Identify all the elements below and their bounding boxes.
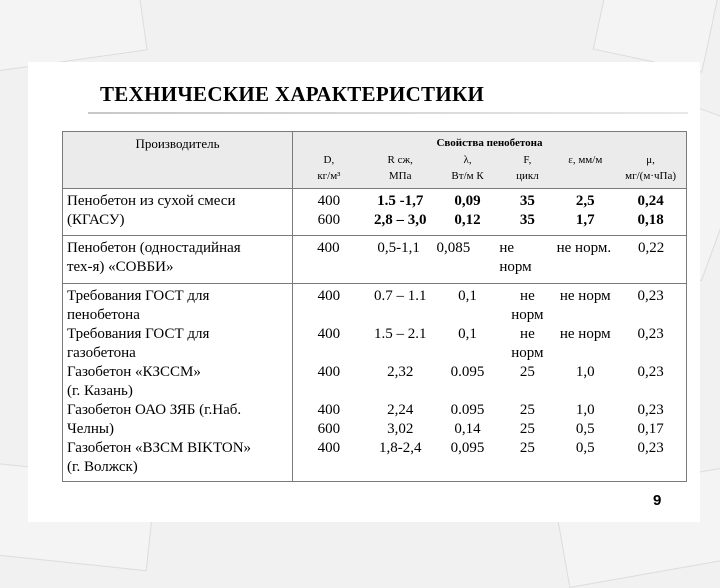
producer-header: Производитель <box>63 132 293 189</box>
cell-conductivity: 0,085 <box>436 240 471 256</box>
col-frost-header: F, цикл <box>516 154 539 182</box>
cell-shrinkage: 2,5 1,7 <box>575 193 595 228</box>
specs-table <box>62 131 687 482</box>
cell-vapor: 0,22 <box>638 240 665 256</box>
cell-frost: 35 35 <box>519 193 535 228</box>
cell-conductivity: 0,09 0,12 <box>454 193 481 228</box>
cell-vapor: 0,23 0,23 0,23 0,23 0,17 0,23 <box>637 288 664 456</box>
cell-density: 400 600 <box>317 193 341 228</box>
cell-density: 400 <box>317 240 340 256</box>
col-strength-header: R сж, МПа <box>387 154 413 182</box>
col-vapor-header: μ, мг/(м·чПа) <box>625 154 676 182</box>
row-producer: Пенобетон (одностадийная тех-я) «СОВБИ» <box>63 236 293 284</box>
row-values <box>293 236 687 284</box>
row-producer: Требования ГОСТ для пенобетона Требования ГОСТ для газобетона Газобетон «КЗССМ» (г. Казань) Газобетон ОАО ЗЯБ (г.Наб. Челны) Газобетон «ВЗСМ BIKTON» (г. Волжск) <box>63 284 293 482</box>
cell-shrinkage: не норм. <box>556 240 612 256</box>
property-column-headers <box>293 150 686 184</box>
cell-shrinkage: не норм не норм 1,0 1,0 0,5 0,5 <box>559 288 611 456</box>
col-conductivity-header: λ, Вт/м К <box>451 154 484 182</box>
table-header-row <box>63 132 687 189</box>
cell-frost: не норм <box>499 240 532 275</box>
properties-header <box>293 132 687 189</box>
page-number: 9 <box>653 492 662 509</box>
table-row <box>63 236 687 284</box>
cell-frost: не норм не норм 25 25 25 25 <box>511 288 544 456</box>
cell-strength: 0,5-1,1 <box>377 240 420 256</box>
cell-density: 400 400 400 400 600 400 <box>317 288 341 456</box>
col-shrinkage-header: ε, мм/м <box>568 154 603 166</box>
row-producer: Пенобетон из сухой смеси (КГАСУ) <box>63 189 293 236</box>
table-row <box>63 284 687 482</box>
page-title: ТЕХНИЧЕСКИЕ ХАРАКТЕРИСТИКИ <box>100 82 485 106</box>
table-row <box>63 189 687 236</box>
cell-strength: 0.7 – 1.1 1.5 – 2.1 2,32 2,24 3,02 1,8-2,4 <box>373 288 427 456</box>
properties-group-title: Свойства пенобетона <box>436 137 543 149</box>
col-density-header: D, кг/м³ <box>317 154 341 182</box>
cell-strength: 1.5 -1,7 2,8 – 3,0 <box>373 193 427 228</box>
row-values <box>293 284 687 482</box>
row-values <box>293 189 687 236</box>
title-underline <box>88 112 688 114</box>
cell-vapor: 0,24 0,18 <box>637 193 664 228</box>
cell-conductivity: 0,1 0,1 0.095 0.095 0,14 0,095 <box>450 288 485 456</box>
